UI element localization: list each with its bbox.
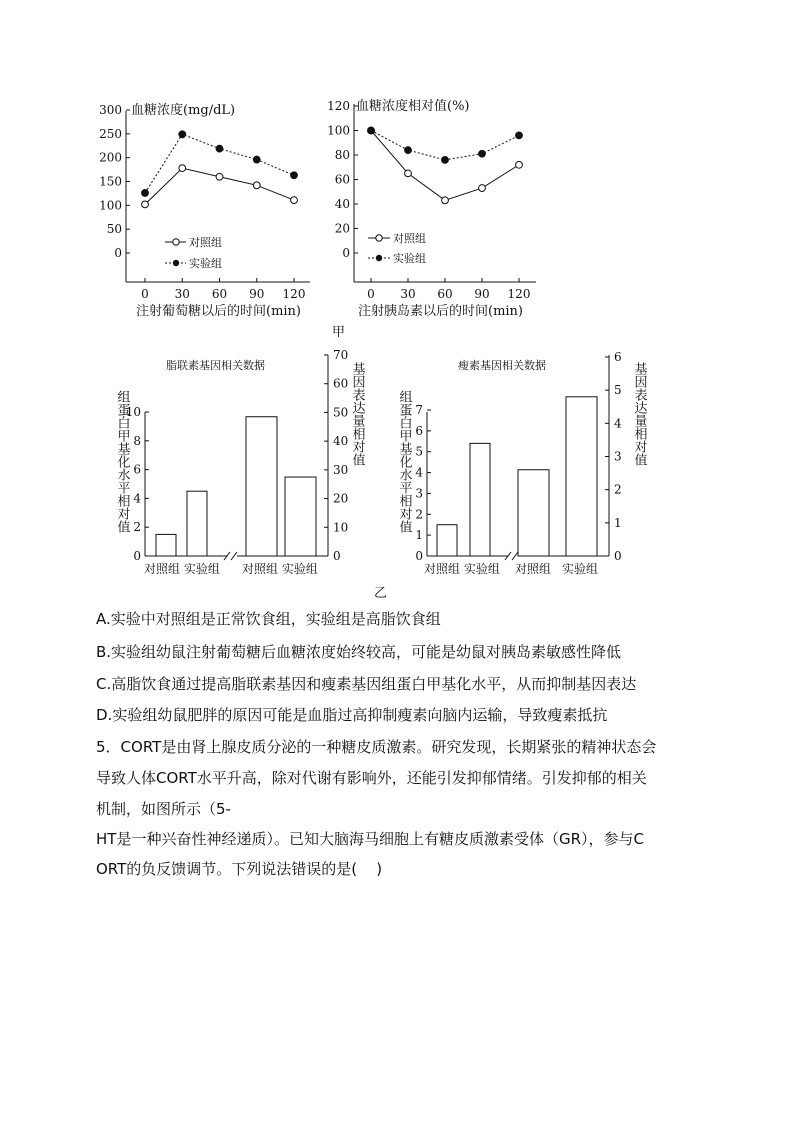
right-y-tick-label: 20 (333, 491, 349, 506)
y-tick-label: 60 (334, 172, 350, 187)
x-tick-label: 90 (474, 287, 490, 301)
x-tick-label: 60 (437, 287, 453, 301)
data-point (253, 182, 260, 189)
bar (518, 470, 549, 556)
leptin-bar-chart (397, 350, 648, 576)
left-y-axis-label: 组蛋白甲基化水平相对值 (114, 390, 130, 533)
y-tick-label: 100 (99, 198, 122, 213)
series-line (145, 134, 294, 193)
right-y-tick-label: 2 (614, 482, 622, 497)
legend (368, 231, 426, 265)
data-point (291, 172, 298, 179)
insulin-line-chart (327, 98, 536, 319)
x-group1-labels: 对照组 实验组 (144, 562, 220, 576)
legend-control-marker (376, 235, 382, 241)
chart-title: 脂联素基因相关数据 (166, 359, 265, 372)
left-y-tick-label: 4 (133, 491, 141, 506)
right-y-tick-label: 70 (333, 348, 349, 362)
right-y-tick-label: 0 (614, 549, 622, 563)
x-axis-title: 注射葡萄糖以后的时间(min) (136, 304, 302, 319)
left-y-tick-label: 8 (133, 433, 141, 448)
y-tick-label: 150 (99, 174, 122, 189)
left-y-tick-label: 7 (415, 403, 423, 417)
bar (156, 534, 176, 556)
legend-control-marker (173, 239, 179, 245)
right-y-tick-label: 4 (614, 416, 622, 431)
legend-experiment-marker (173, 260, 179, 266)
right-y-tick-label: 60 (333, 376, 349, 391)
y-tick-label: 200 (99, 150, 122, 165)
x-group2-label-a: 对照组 (515, 562, 552, 576)
series-line (371, 131, 519, 201)
y-tick-label: 100 (327, 123, 350, 138)
data-point (216, 173, 223, 180)
y-tick-label: 120 (327, 99, 350, 113)
data-point (253, 156, 260, 163)
left-y-tick-label: 4 (415, 465, 423, 480)
option-d: D.实验组幼鼠肥胖的原因可能是血脂过高抑制瘦素向脑内运输，导致瘦素抵抗 (96, 706, 608, 724)
x-tick-label: 0 (367, 287, 375, 301)
axis-break-mark (512, 552, 518, 560)
data-point (179, 131, 186, 138)
left-y-tick-label: 6 (415, 423, 423, 438)
data-point (179, 165, 186, 172)
figure-label-yi: 乙 (374, 586, 388, 600)
legend-control-label: 对照组 (393, 232, 426, 245)
x-group2-labels: 对照组 实验组 (242, 562, 318, 576)
legend (165, 235, 222, 270)
adiponectin-bar-chart (115, 348, 366, 576)
left-y-tick-label: 3 (415, 486, 423, 501)
data-point (216, 145, 223, 152)
y-tick-label: 250 (99, 126, 122, 141)
data-point (516, 161, 523, 168)
right-y-tick-label: 40 (333, 434, 349, 449)
legend-control-label: 对照组 (189, 236, 222, 249)
chart-title: 瘦素基因相关数据 (458, 359, 546, 372)
left-y-tick-label: 1 (415, 528, 423, 543)
bar (187, 491, 207, 556)
data-point (479, 150, 486, 157)
data-point (405, 147, 412, 154)
data-point (368, 127, 375, 134)
data-point (479, 185, 486, 192)
data-point (291, 197, 298, 204)
left-y-tick-label: 10 (125, 405, 141, 419)
right-y-axis-label: 基因表达量相对值 (631, 362, 647, 466)
left-y-tick-label: 0 (133, 549, 141, 563)
data-point (405, 170, 412, 177)
right-y-tick-label: 1 (614, 515, 622, 530)
question-5-line-1: 5．CORT是由肾上腺皮质分泌的一种糖皮质激素。研究发现，长期紧张的精神状态会 (96, 738, 657, 756)
data-point (142, 190, 149, 197)
legend-experiment-label: 实验组 (393, 252, 426, 265)
right-y-tick-label: 5 (614, 383, 622, 398)
option-a: A.实验中对照组是正常饮食组，实验组是高脂饮食组 (96, 610, 441, 628)
axis-break-mark (231, 552, 237, 560)
legend-experiment-marker (376, 255, 382, 261)
left-y-axis-label: 组蛋白甲基化水平相对值 (396, 390, 412, 533)
option-c: C.高脂饮食通过提高脂联素基因和瘦素基因组蛋白甲基化水平，从而抑制基因表达 (96, 675, 637, 693)
right-y-axis-label: 基因表达量相对值 (349, 362, 365, 466)
question-5-line-5: ORT的负反馈调节。下列说法错误的是( ) (96, 860, 383, 878)
y-tick-label: 0 (114, 246, 122, 260)
y-axis-title: 血糖浓度相对值(%) (356, 99, 470, 114)
left-y-tick-label: 6 (133, 462, 141, 477)
x-axis-title: 注射胰岛素以后的时间(min) (358, 304, 524, 319)
y-tick-label: 0 (342, 246, 350, 260)
option-b: B.实验组幼鼠注射葡萄糖后血糖浓度始终较高，可能是幼鼠对胰岛素敏感性降低 (96, 643, 622, 661)
x-group2-label-b: 实验组 (562, 562, 599, 576)
data-point (142, 201, 149, 208)
question-5-line-4: HT是一种兴奋性神经递质）。已知大脑海马细胞上有糖皮质激素受体（GR），参与C (96, 830, 644, 848)
left-y-tick-label: 2 (133, 520, 141, 535)
y-tick-label: 50 (106, 222, 122, 237)
legend-experiment-label: 实验组 (189, 257, 222, 270)
question-5-line-3: 机制，如图所示（5- (96, 800, 231, 818)
question-5-line-2: 导致人体CORT水平升高，除对代谢有影响外，还能引发抑郁情绪。引发抑郁的相关 (96, 769, 647, 787)
right-y-tick-label: 30 (333, 462, 349, 477)
y-tick-label: 20 (334, 221, 350, 236)
x-tick-label: 30 (400, 287, 416, 301)
bar (566, 397, 597, 556)
bar (470, 443, 490, 556)
bar (285, 477, 316, 556)
right-y-tick-label: 10 (333, 520, 349, 535)
right-y-tick-label: 0 (333, 549, 341, 563)
y-tick-label: 40 (334, 197, 350, 211)
bar (437, 525, 457, 556)
right-y-tick-label: 50 (333, 405, 349, 420)
figure-label-jia: 甲 (332, 325, 346, 340)
y-tick-label: 300 (99, 103, 122, 117)
left-y-tick-label: 5 (415, 444, 423, 459)
left-y-tick-label: 0 (415, 549, 423, 563)
glucose-line-chart (99, 102, 310, 319)
data-point (442, 197, 449, 204)
data-point (516, 132, 523, 139)
data-point (442, 157, 449, 164)
left-y-tick-label: 2 (415, 507, 423, 522)
x-tick-label: 0 (141, 287, 149, 301)
y-tick-label: 80 (334, 148, 350, 162)
bar (246, 417, 277, 556)
x-tick-label: 90 (249, 287, 265, 301)
x-group1-labels: 对照组 实验组 (424, 562, 500, 576)
x-tick-label: 120 (282, 287, 306, 301)
x-tick-label: 120 (507, 287, 531, 301)
right-y-tick-label: 6 (614, 350, 622, 364)
x-tick-label: 30 (174, 287, 190, 301)
right-y-tick-label: 3 (614, 449, 622, 464)
x-tick-label: 60 (211, 287, 228, 301)
y-axis-title: 血糖浓度(mg/dL) (131, 103, 236, 118)
